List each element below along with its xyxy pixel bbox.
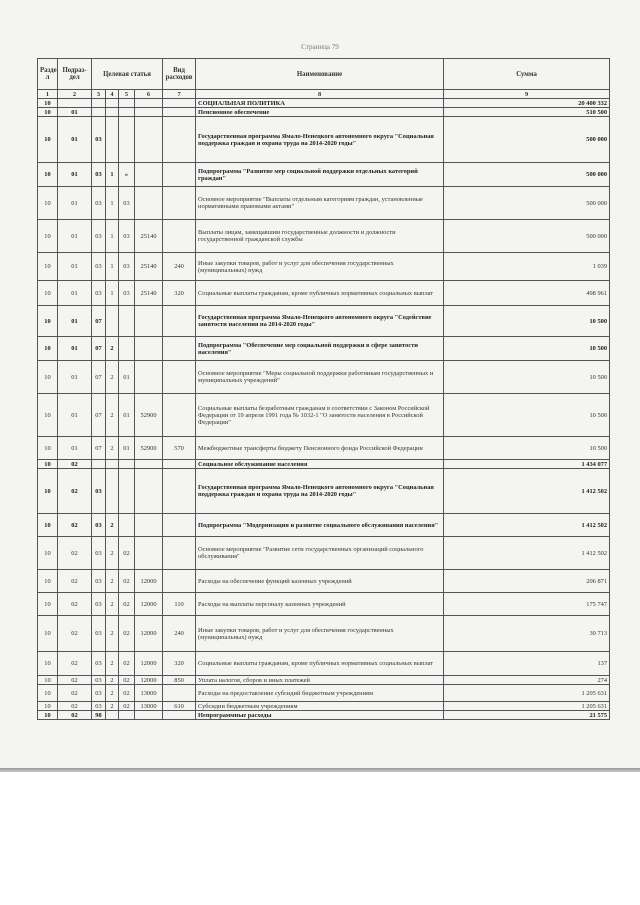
event-code-cell [119, 306, 135, 337]
direction-code-cell: 12000 [135, 652, 163, 676]
razdel-cell: 10 [38, 281, 58, 306]
header-vid-raskhodov: Вид расходов [163, 59, 196, 90]
direction-code-cell [135, 711, 163, 720]
event-code-cell: 01 [119, 437, 135, 460]
podrazdel-cell: 02 [58, 685, 92, 702]
program-code-cell: 03 [92, 570, 106, 593]
subprogram-code-cell: 2 [106, 676, 119, 685]
event-code-cell [119, 337, 135, 361]
razdel-cell: 10 [38, 361, 58, 394]
event-code-cell [119, 108, 135, 117]
sum-cell: 1 412 502 [444, 514, 610, 537]
subprogram-code-cell [106, 306, 119, 337]
budget-table [37, 58, 610, 720]
table-row [38, 220, 610, 253]
program-code-cell: 03 [92, 469, 106, 514]
event-code-cell [119, 99, 135, 108]
event-code-cell: 01 [119, 394, 135, 437]
program-code-cell: 03 [92, 220, 106, 253]
podrazdel-cell: 02 [58, 593, 92, 616]
event-code-cell: 02 [119, 570, 135, 593]
sum-cell: 1 412 502 [444, 537, 610, 570]
name-cell: Подпрограмма "Обеспечение мер социальной поддержки в сфере занятости населения" [196, 337, 444, 361]
program-code-cell: 03 [92, 187, 106, 220]
subprogram-code-cell [106, 117, 119, 163]
razdel-cell: 10 [38, 537, 58, 570]
program-code-cell: 98 [92, 711, 106, 720]
event-code-cell: 02 [119, 593, 135, 616]
sum-cell: 500 000 [444, 117, 610, 163]
direction-code-cell: 12000 [135, 616, 163, 652]
table-row [38, 253, 610, 281]
sum-cell: 206 871 [444, 570, 610, 593]
name-cell: Иные закупки товаров, работ и услуг для обеспечения государственных (муниципальных) нужд [196, 616, 444, 652]
table-row [38, 337, 610, 361]
podrazdel-cell: 02 [58, 570, 92, 593]
program-code-cell: 03 [92, 593, 106, 616]
program-code-cell: 03 [92, 537, 106, 570]
razdel-cell: 10 [38, 711, 58, 720]
podrazdel-cell: 01 [58, 108, 92, 117]
podrazdel-cell: 01 [58, 187, 92, 220]
table-row [38, 117, 610, 163]
program-code-cell: 03 [92, 676, 106, 685]
podrazdel-cell: 02 [58, 702, 92, 711]
table-row [38, 163, 610, 187]
direction-code-cell: 25140 [135, 281, 163, 306]
direction-code-cell: 12000 [135, 570, 163, 593]
subprogram-code-cell: 2 [106, 593, 119, 616]
event-code-cell [119, 460, 135, 469]
name-cell: Социальные выплаты гражданам, кроме публичных нормативных социальных выплат [196, 652, 444, 676]
razdel-cell: 10 [38, 117, 58, 163]
expense-type-cell [163, 361, 196, 394]
razdel-cell: 10 [38, 108, 58, 117]
table-row [38, 537, 610, 570]
podrazdel-cell: 02 [58, 460, 92, 469]
razdel-cell: 10 [38, 394, 58, 437]
table-row [38, 514, 610, 537]
table-body [38, 99, 610, 720]
program-code-cell [92, 108, 106, 117]
header-row [38, 59, 610, 90]
event-code-cell: 02 [119, 702, 135, 711]
expense-type-cell [163, 570, 196, 593]
direction-code-cell [135, 361, 163, 394]
subprogram-code-cell: 1 [106, 281, 119, 306]
expense-type-cell [163, 117, 196, 163]
subprogram-code-cell: 2 [106, 361, 119, 394]
name-cell: Государственная программа Ямало-Ненецкого автономного округа "Социальная поддержка граждан и охрана труда на 2014-2020 годы" [196, 117, 444, 163]
razdel-cell: 10 [38, 337, 58, 361]
direction-code-cell [135, 514, 163, 537]
sum-cell: 10 500 [444, 306, 610, 337]
sum-cell: 10 500 [444, 437, 610, 460]
table-row [38, 306, 610, 337]
sum-cell: 10 500 [444, 394, 610, 437]
header-tselevaya-statya: Целевая статья [92, 59, 163, 90]
col-number: 8 [196, 90, 444, 99]
table-row [38, 99, 610, 108]
blank-area [0, 772, 640, 905]
table-row [38, 702, 610, 711]
program-code-cell: 03 [92, 253, 106, 281]
direction-code-cell: 12000 [135, 676, 163, 685]
name-cell: Расходы на предоставление субсидий бюджетным учреждениям [196, 685, 444, 702]
table-row [38, 108, 610, 117]
event-code-cell: 03 [119, 281, 135, 306]
event-code-cell: 02 [119, 537, 135, 570]
podrazdel-cell: 02 [58, 652, 92, 676]
program-code-cell: 03 [92, 163, 106, 187]
subprogram-code-cell: 2 [106, 702, 119, 711]
expense-type-cell [163, 514, 196, 537]
podrazdel-cell: 01 [58, 437, 92, 460]
direction-code-cell [135, 163, 163, 187]
direction-code-cell [135, 337, 163, 361]
event-code-cell: 03 [119, 253, 135, 281]
program-code-cell: 03 [92, 281, 106, 306]
col-number: 2 [58, 90, 92, 99]
subprogram-code-cell: 1 [106, 220, 119, 253]
direction-code-cell [135, 117, 163, 163]
podrazdel-cell: 02 [58, 537, 92, 570]
name-cell: Социальное обслуживание населения [196, 460, 444, 469]
event-code-cell: 02 [119, 652, 135, 676]
expense-type-cell [163, 163, 196, 187]
event-code-cell [119, 514, 135, 537]
event-code-cell [119, 117, 135, 163]
program-code-cell: 07 [92, 306, 106, 337]
podrazdel-cell: 01 [58, 361, 92, 394]
sum-cell: 20 400 332 [444, 99, 610, 108]
header-razdel: Разде л [38, 59, 58, 90]
name-cell: Государственная программа Ямало-Ненецкого автономного округа "Содействие занятости населения на 2014-2020 годы" [196, 306, 444, 337]
col-number: 7 [163, 90, 196, 99]
razdel-cell: 10 [38, 306, 58, 337]
razdel-cell: 10 [38, 99, 58, 108]
event-code-cell: » [119, 163, 135, 187]
event-code-cell [119, 469, 135, 514]
direction-code-cell: 25140 [135, 220, 163, 253]
direction-code-cell [135, 469, 163, 514]
subprogram-code-cell [106, 108, 119, 117]
program-code-cell: 07 [92, 394, 106, 437]
expense-type-cell [163, 685, 196, 702]
program-code-cell: 03 [92, 514, 106, 537]
table-row [38, 685, 610, 702]
razdel-cell: 10 [38, 616, 58, 652]
direction-code-cell: 12000 [135, 593, 163, 616]
razdel-cell: 10 [38, 163, 58, 187]
name-cell: Социальные выплаты гражданам, кроме публичных нормативных социальных выплат [196, 281, 444, 306]
table-row [38, 570, 610, 593]
name-cell: Пенсионное обеспечение [196, 108, 444, 117]
sum-cell: 274 [444, 676, 610, 685]
sum-cell: 498 961 [444, 281, 610, 306]
expense-type-cell [163, 108, 196, 117]
expense-type-cell: 320 [163, 281, 196, 306]
name-cell: Основное мероприятие "Развитие сети государственных организаций социального обслуживания" [196, 537, 444, 570]
expense-type-cell [163, 469, 196, 514]
table-row [38, 394, 610, 437]
sum-cell: 10 500 [444, 337, 610, 361]
razdel-cell: 10 [38, 676, 58, 685]
sum-cell: 1 205 631 [444, 702, 610, 711]
col-number: 1 [38, 90, 58, 99]
expense-type-cell [163, 220, 196, 253]
name-cell: Расходы на обеспечение функций казенных учреждений [196, 570, 444, 593]
sum-cell: 1 434 077 [444, 460, 610, 469]
name-cell: Основное мероприятие "Выплаты отдельным категориям граждан, установленные нормативными правовыми актами" [196, 187, 444, 220]
sum-cell: 500 000 [444, 187, 610, 220]
name-cell: Государственная программа Ямало-Ненецкого автономного округа "Социальная поддержка граждан и охрана труда на 2014-2020 годы" [196, 469, 444, 514]
name-cell: Иные закупки товаров, работ и услуг для обеспечения государственных (муниципальных) нужд [196, 253, 444, 281]
expense-type-cell: 240 [163, 253, 196, 281]
direction-code-cell: 13000 [135, 702, 163, 711]
col-number: 3 [92, 90, 106, 99]
event-code-cell [119, 711, 135, 720]
event-code-cell: 03 [119, 187, 135, 220]
razdel-cell: 10 [38, 593, 58, 616]
direction-code-cell [135, 108, 163, 117]
razdel-cell: 10 [38, 187, 58, 220]
subprogram-code-cell [106, 711, 119, 720]
program-code-cell: 07 [92, 437, 106, 460]
col-number: 5 [119, 90, 135, 99]
podrazdel-cell: 01 [58, 306, 92, 337]
direction-code-cell: 25140 [135, 253, 163, 281]
podrazdel-cell: 02 [58, 676, 92, 685]
table-row [38, 652, 610, 676]
podrazdel-cell: 01 [58, 253, 92, 281]
subprogram-code-cell: 2 [106, 394, 119, 437]
subprogram-code-cell: 1 [106, 187, 119, 220]
program-code-cell: 07 [92, 337, 106, 361]
col-number: 9 [444, 90, 610, 99]
razdel-cell: 10 [38, 437, 58, 460]
program-code-cell: 07 [92, 361, 106, 394]
razdel-cell: 10 [38, 570, 58, 593]
sum-cell: 10 500 [444, 361, 610, 394]
event-code-cell: 02 [119, 616, 135, 652]
col-number: 6 [135, 90, 163, 99]
name-cell: Расходы на выплаты персоналу казенных учреждений [196, 593, 444, 616]
subprogram-code-cell: 2 [106, 685, 119, 702]
subprogram-code-cell: 2 [106, 437, 119, 460]
sum-cell: 30 713 [444, 616, 610, 652]
direction-code-cell: 52900 [135, 437, 163, 460]
table-row [38, 281, 610, 306]
expense-type-cell: 320 [163, 652, 196, 676]
sum-cell: 500 000 [444, 163, 610, 187]
direction-code-cell [135, 306, 163, 337]
program-code-cell: 03 [92, 702, 106, 711]
expense-type-cell [163, 99, 196, 108]
razdel-cell: 10 [38, 702, 58, 711]
program-code-cell [92, 99, 106, 108]
col-number: 4 [106, 90, 119, 99]
name-cell: Социальные выплаты безработным гражданам в соответствии с Законом Российской Федерации от 19 апреля 1991 года № 1032-1 "О занятости населения в Российской Федерации" [196, 394, 444, 437]
subprogram-code-cell: 2 [106, 337, 119, 361]
sum-cell: 21 575 [444, 711, 610, 720]
event-code-cell: 02 [119, 685, 135, 702]
expense-type-cell: 570 [163, 437, 196, 460]
expense-type-cell [163, 394, 196, 437]
podrazdel-cell: 02 [58, 514, 92, 537]
expense-type-cell: 240 [163, 616, 196, 652]
table-row [38, 593, 610, 616]
program-code-cell: 03 [92, 117, 106, 163]
direction-code-cell: 13000 [135, 685, 163, 702]
header-naimenovanie: Наименование [196, 59, 444, 90]
razdel-cell: 10 [38, 253, 58, 281]
table-row [38, 460, 610, 469]
podrazdel-cell: 01 [58, 281, 92, 306]
subprogram-code-cell [106, 469, 119, 514]
program-code-cell [92, 460, 106, 469]
direction-code-cell [135, 187, 163, 220]
sum-cell: 137 [444, 652, 610, 676]
table-row [38, 616, 610, 652]
expense-type-cell [163, 537, 196, 570]
subprogram-code-cell: 2 [106, 537, 119, 570]
sum-cell: 175 747 [444, 593, 610, 616]
program-code-cell: 03 [92, 685, 106, 702]
subprogram-code-cell: 1 [106, 253, 119, 281]
table-row [38, 676, 610, 685]
expense-type-cell [163, 306, 196, 337]
razdel-cell: 10 [38, 469, 58, 514]
expense-type-cell: 610 [163, 702, 196, 711]
name-cell: Основное мероприятие "Меры социальной поддержки работникам государственных и муниципальных учреждений" [196, 361, 444, 394]
razdel-cell: 10 [38, 514, 58, 537]
razdel-cell: 10 [38, 460, 58, 469]
sum-cell: 510 500 [444, 108, 610, 117]
expense-type-cell [163, 187, 196, 220]
name-cell: Подпрограмма "Развитие мер социальной поддержки отдельных категорий граждан" [196, 163, 444, 187]
podrazdel-cell: 02 [58, 616, 92, 652]
sum-cell: 500 000 [444, 220, 610, 253]
sum-cell: 1 412 502 [444, 469, 610, 514]
event-code-cell: 02 [119, 676, 135, 685]
razdel-cell: 10 [38, 685, 58, 702]
razdel-cell: 10 [38, 652, 58, 676]
direction-code-cell [135, 460, 163, 469]
subprogram-code-cell: 2 [106, 514, 119, 537]
page-label: Страница 79 [301, 43, 339, 51]
podrazdel-cell: 02 [58, 469, 92, 514]
column-number-row [38, 90, 610, 99]
expense-type-cell [163, 337, 196, 361]
podrazdel-cell [58, 99, 92, 108]
razdel-cell: 10 [38, 220, 58, 253]
table-row [38, 187, 610, 220]
header-summa: Сумма [444, 59, 610, 90]
table-row [38, 361, 610, 394]
sum-cell: 1 039 [444, 253, 610, 281]
name-cell: Непрограммные расходы [196, 711, 444, 720]
expense-type-cell [163, 460, 196, 469]
sum-cell: 1 205 631 [444, 685, 610, 702]
header-podrazdel: Подраз-дел [58, 59, 92, 90]
subprogram-code-cell [106, 99, 119, 108]
expense-type-cell: 110 [163, 593, 196, 616]
podrazdel-cell: 01 [58, 220, 92, 253]
subprogram-code-cell: 1 [106, 163, 119, 187]
event-code-cell: 01 [119, 361, 135, 394]
subprogram-code-cell: 2 [106, 570, 119, 593]
podrazdel-cell: 01 [58, 394, 92, 437]
name-cell: Уплата налогов, сборов и иных платежей [196, 676, 444, 685]
program-code-cell: 03 [92, 652, 106, 676]
subprogram-code-cell: 2 [106, 616, 119, 652]
name-cell: СОЦИАЛЬНАЯ ПОЛИТИКА [196, 99, 444, 108]
podrazdel-cell: 01 [58, 117, 92, 163]
podrazdel-cell: 01 [58, 337, 92, 361]
event-code-cell: 03 [119, 220, 135, 253]
program-code-cell: 03 [92, 616, 106, 652]
name-cell: Субсидии бюджетным учреждениям [196, 702, 444, 711]
subprogram-code-cell: 2 [106, 652, 119, 676]
expense-type-cell: 850 [163, 676, 196, 685]
name-cell: Выплаты лицам, замещавшим государственные должности и должности государственной гражданской службы [196, 220, 444, 253]
podrazdel-cell: 01 [58, 163, 92, 187]
direction-code-cell [135, 99, 163, 108]
direction-code-cell: 52900 [135, 394, 163, 437]
subprogram-code-cell [106, 460, 119, 469]
name-cell: Подпрограмма "Модернизация и развитие социального обслуживания населения" [196, 514, 444, 537]
table-row [38, 469, 610, 514]
expense-type-cell [163, 711, 196, 720]
podrazdel-cell: 02 [58, 711, 92, 720]
direction-code-cell [135, 537, 163, 570]
table-row [38, 437, 610, 460]
table-row [38, 711, 610, 720]
name-cell: Межбюджетные трансферты бюджету Пенсионного фонда Российской Федерации [196, 437, 444, 460]
